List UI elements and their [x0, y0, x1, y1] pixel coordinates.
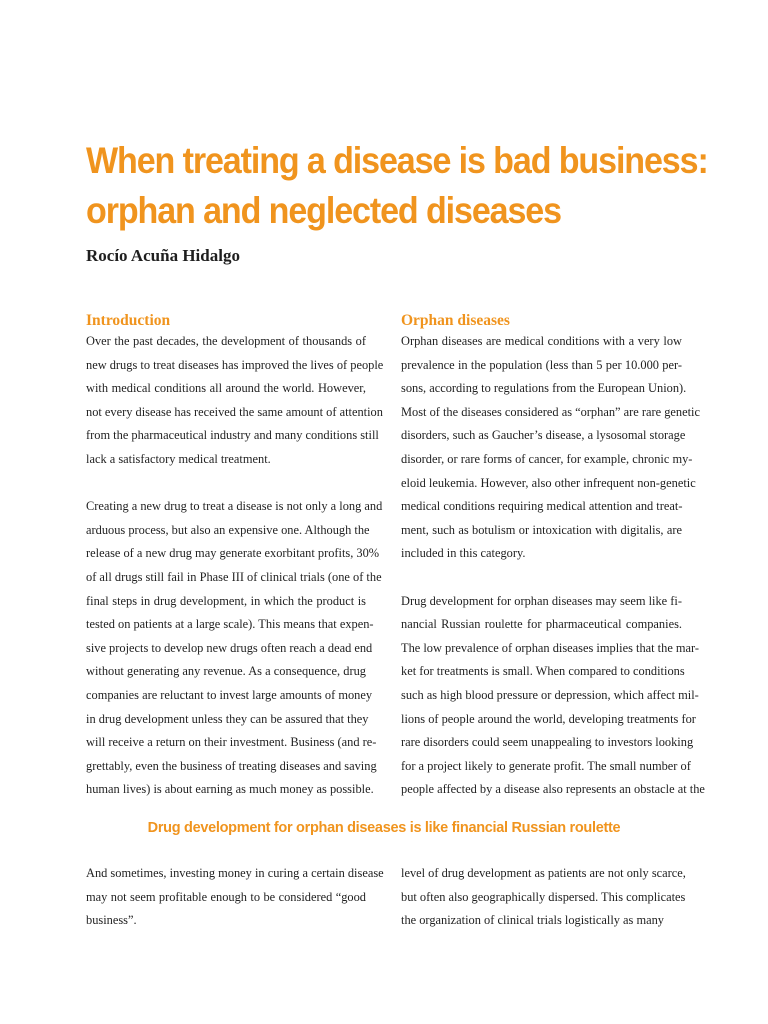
text-line: business”.: [86, 913, 137, 928]
text-line: prevalence in the population (less than 5 per 10.000 per-: [401, 357, 682, 372]
text-line: The low prevalence of orphan diseases implies that the mar-: [401, 640, 700, 655]
text-line: tested on patients at a large scale). This means that expen-: [86, 617, 374, 632]
text-line: nancial Russian roulette for pharmaceutical companies.: [401, 617, 682, 632]
orphan-paragraph-1: [401, 330, 700, 566]
text-line: medical conditions requiring medical attention and treat-: [401, 499, 683, 514]
text-line: Orphan diseases are medical conditions with a very low: [401, 334, 682, 348]
text-line: final steps in drug development, in which the product is: [86, 593, 366, 608]
text-line: companies are reluctant to invest large amounts of money: [86, 687, 373, 702]
text-line: for a project likely to generate profit. The small number of: [401, 758, 691, 773]
text-line: sive projects to develop new drugs often reach a dead end: [86, 640, 373, 655]
author-name: Rocío Acuña Hidalgo: [86, 246, 240, 265]
continuation-right: [401, 862, 686, 933]
continuation-left: [86, 862, 384, 933]
text-line: lack a satisfactory medical treatment.: [86, 451, 271, 466]
text-line: Over the past decades, the development of thousands of: [86, 334, 366, 348]
text-line: rare disorders could seem unappealing to investors looking: [401, 735, 694, 750]
introduction-paragraph-2: [86, 495, 383, 802]
text-line: human lives) is about earning as much money as possible.: [86, 782, 374, 797]
text-line: included in this category.: [401, 546, 526, 561]
text-line: Drug development for orphan diseases may seem like fi-: [401, 593, 682, 608]
text-line: Creating a new drug to treat a disease is not only a long and: [86, 499, 383, 514]
text-line: eloid leukemia. However, also other infrequent non-genetic: [401, 475, 696, 490]
text-line: not every disease has received the same amount of attention: [86, 404, 383, 419]
text-line: in drug development unless they can be assured that they: [86, 711, 369, 726]
introduction-paragraph-1: [86, 330, 384, 472]
orphan-diseases-body: [401, 330, 705, 802]
pull-quote: Drug development for orphan diseases is like financial Russian roulette: [147, 820, 621, 836]
text-line: grettably, even the business of treating diseases and saving: [86, 758, 377, 773]
introduction-body: [86, 330, 384, 802]
text-line: new drugs to treat diseases has improved the lives of people: [86, 357, 384, 372]
text-line: people affected by a disease also represents an obstacle at the: [401, 782, 705, 797]
article-title: [86, 136, 708, 236]
text-line: the organization of clinical trials logistically as many: [401, 913, 664, 928]
text-line: of all drugs still fail in Phase III of clinical trials (one of the: [86, 569, 382, 584]
text-line: Most of the diseases considered as “orphan” are rare genetic: [401, 404, 700, 419]
text-line: from the pharmaceutical industry and many conditions still: [86, 428, 379, 443]
orphan-diseases-heading: Orphan diseases: [401, 312, 510, 329]
text-line: level of drug development as patients are not only scarce,: [401, 866, 686, 880]
text-line: sons, according to regulations from the European Union).: [401, 381, 687, 396]
text-line: may not seem profitable enough to be considered “good: [86, 889, 366, 904]
title-line-1: When treating a disease is bad business:: [86, 140, 708, 181]
text-line: without generating any revenue. As a consequence, drug: [86, 664, 366, 679]
text-line: disorders, such as Gaucher’s disease, a lysosomal storage: [401, 428, 686, 443]
text-line: but often also geographically dispersed. This complicates: [401, 889, 686, 904]
text-line: such as high blood pressure or depression, which affect mil-: [401, 687, 699, 702]
text-line: arduous process, but also an expensive one. Although the: [86, 522, 370, 537]
text-line: ket for treatments is small. When compared to conditions: [401, 664, 685, 679]
introduction-heading: Introduction: [86, 312, 171, 329]
text-line: with medical conditions all around the world. However,: [86, 381, 366, 396]
orphan-paragraph-2: [401, 590, 705, 802]
text-line: ment, such as botulism or intoxication with digitalis, are: [401, 522, 682, 537]
text-line: disorder, or rare forms of cancer, for example, chronic my-: [401, 451, 693, 466]
text-line: And sometimes, investing money in curing a certain disease: [86, 866, 384, 880]
text-line: lions of people around the world, developing treatments for: [401, 711, 696, 726]
text-line: will receive a return on their investment. Business (and re-: [86, 735, 377, 750]
title-line-2: orphan and neglected diseases: [86, 190, 561, 231]
text-line: release of a new drug may generate exorbitant profits, 30%: [86, 546, 380, 561]
